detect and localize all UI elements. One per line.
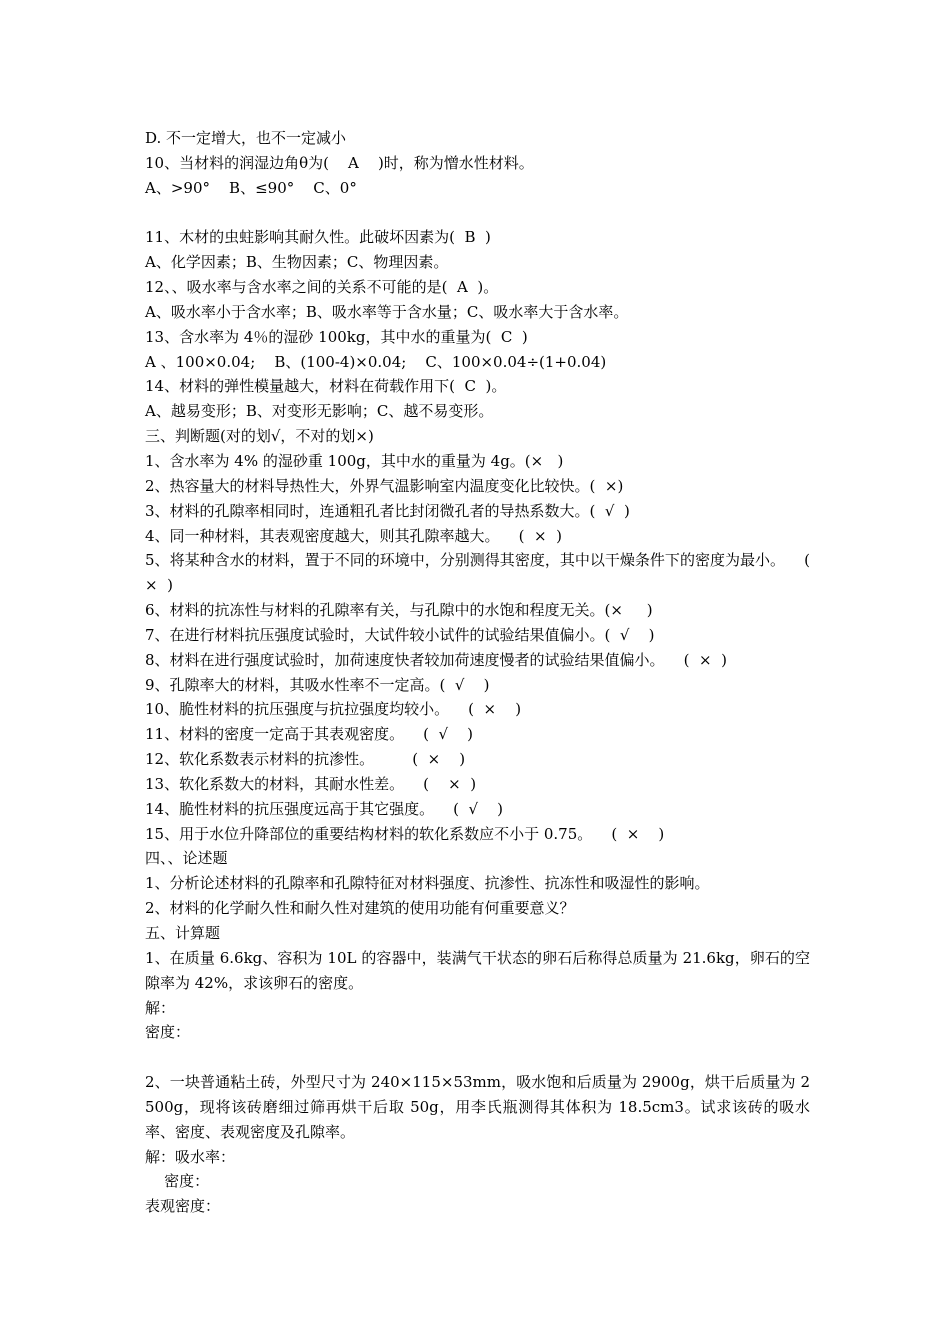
question-13: 13、含水率为 4％的湿砂 100kg，其中水的重量为( C ) <box>145 327 528 346</box>
judgement-5: 5、将某种含水的材料，置于不同的环境中，分别测得其密度，其中以干燥条件下的密度为最小。 ( × ) <box>145 551 820 595</box>
judgement-6: 6、材料的抗冻性与材料的孔隙率有关，与孔隙中的水饱和程度无关。(× ) <box>145 601 653 620</box>
judgement-14: 14、脆性材料的抗压强度远高于其它强度。 ( √ ) <box>145 799 504 818</box>
question-12-options: A、吸水率小于含水率；B、吸水率等于含水量；C、吸水率大于含水率。 <box>145 302 629 321</box>
calculation-1: 1、在质量 6.6kg、容积为 10L 的容器中，装满气干状态的卵石后称得总质量为 21.6kg，卵石的空隙率为 42%，求该卵石的密度。 <box>145 948 810 992</box>
judgement-10: 10、脆性材料的抗压强度与抗拉强度均较小。 ( × ) <box>145 700 522 719</box>
document-body <box>145 126 820 1219</box>
judgement-9: 9、孔隙率大的材料，其吸水性率不一定高。( √ ) <box>145 675 490 694</box>
judgement-3: 3、材料的孔隙率相同时，连通粗孔者比封闭微孔者的导热系数大。( √ ) <box>145 501 630 520</box>
judgement-13: 13、软化系数大的材料，其耐水性差。 ( × ) <box>145 774 477 793</box>
calculation-2-density: 密度： <box>145 1172 210 1191</box>
judgement-8: 8、材料在进行强度试验时，加荷速度快者较加荷速度慢者的试验结果值偏小。 ( × ) <box>145 650 727 669</box>
calculation-1-solution: 解： <box>145 998 176 1017</box>
question-14: 14、材料的弹性模量越大，材料在荷载作用下( C )。 <box>145 377 507 396</box>
judgement-11: 11、材料的密度一定高于其表观密度。 ( √ ) <box>145 725 474 744</box>
judgement-2: 2、热容量大的材料导热性大，外界气温影响室内温度变化比较快。( ×) <box>145 476 624 495</box>
judgement-12: 12、软化系数表示材料的抗渗性。 ( × ) <box>145 750 466 769</box>
calculation-2-apparent-density: 表观密度： <box>145 1197 221 1216</box>
calculation-2-absorption: 解：吸水率： <box>145 1147 236 1166</box>
section-heading-true-false: 三、判断题(对的划√，不对的划×) <box>145 427 374 446</box>
judgement-7: 7、在进行材料抗压强度试验时，大试件较小试件的试验结果值偏小。( √ ) <box>145 625 655 644</box>
question-11: 11、木材的虫蛀影响其耐久性。此破坏因素为( B ) <box>145 228 491 247</box>
option-d-line: D. 不一定增大，也不一定减小 <box>145 129 347 147</box>
blank-line <box>145 201 810 226</box>
question-12: 12、、吸水率与含水率之间的关系不可能的是( A )。 <box>145 278 499 297</box>
question-10-options: A、>90° B、≤90° C、0° <box>145 178 357 197</box>
judgement-1: 1、含水率为 4% 的湿砂重 100g，其中水的重量为 4g。(× ) <box>145 451 564 470</box>
section-heading-calculation: 五、计算题 <box>145 924 221 942</box>
question-13-options: A 、100×0.04; B、(100-4)×0.04; C、100×0.04÷(1+0.04) <box>145 352 607 371</box>
blank-line <box>145 1045 810 1070</box>
judgement-15: 15、用于水位升降部位的重要结构材料的软化系数应不小于 0.75。 ( × ) <box>145 824 665 843</box>
question-14-options: A、越易变形；B、对变形无影响；C、越不易变形。 <box>145 402 494 421</box>
calculation-2: 2、一块普通粘土砖，外型尺寸为 240×115×53mm，吸水饱和后质量为 2900g，烘干后质量为 2500g，现将该砖磨细过筛再烘干后取 50g，用李氏瓶测得其体积为 18.5cm3。试求该砖的吸水率、密度、表观密度及孔隙率。 <box>145 1073 810 1141</box>
essay-1: 1、分析论述材料的孔隙率和孔隙特征对材料强度、抗渗性、抗冻性和吸湿性的影响。 <box>145 874 710 893</box>
section-heading-essay: 四、、论述题 <box>145 849 228 868</box>
calculation-1-density: 密度： <box>145 1023 191 1042</box>
judgement-4: 4、同一种材料，其表观密度越大，则其孔隙率越大。 ( × ) <box>145 526 562 545</box>
question-10: 10、当材料的润湿边角θ为( A )时，称为憎水性材料。 <box>145 153 534 172</box>
essay-2: 2、材料的化学耐久性和耐久性对建筑的使用功能有何重要意义？ <box>145 899 575 918</box>
question-11-options: A、化学因素；B、生物因素；C、物理因素。 <box>145 253 449 272</box>
